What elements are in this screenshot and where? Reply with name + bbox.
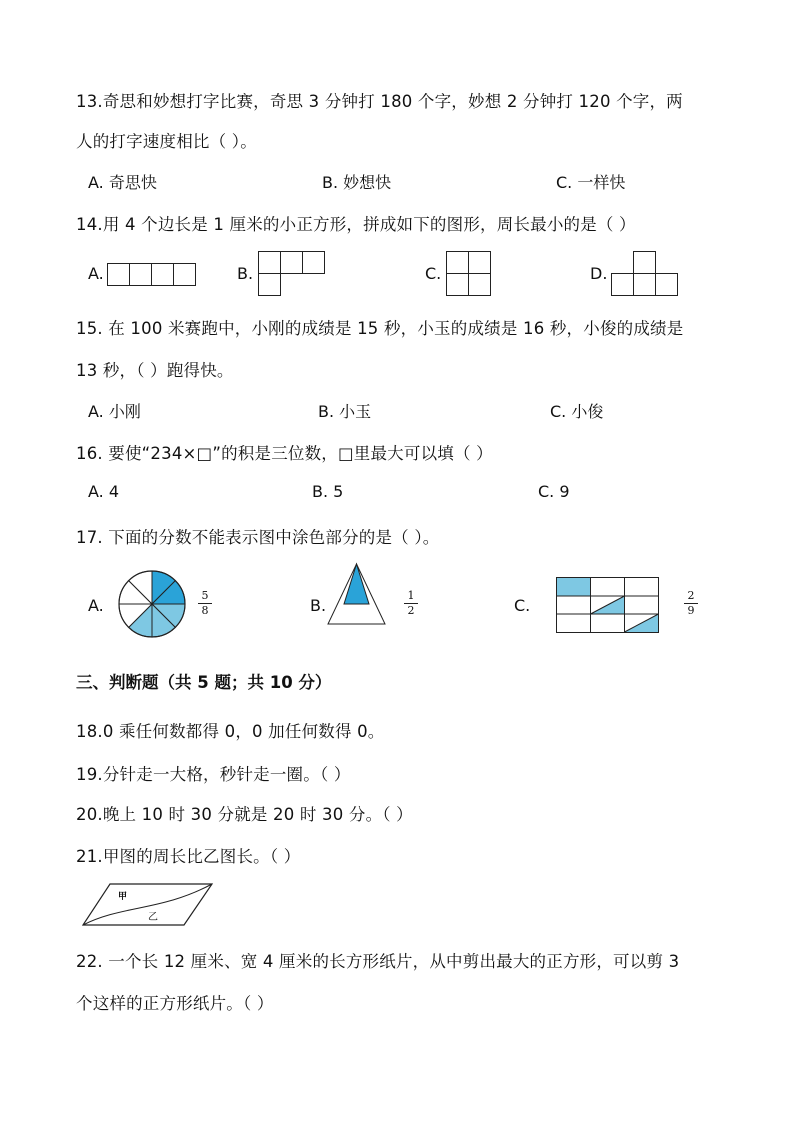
q22-line1: 22. 一个长 12 厘米、宽 4 厘米的长方形纸片，从中剪出最大的正方形，可以剪 3	[76, 952, 680, 971]
q17-fraction-a	[198, 590, 212, 617]
q14-label-c[interactable]: C.	[425, 264, 442, 283]
q13-option-c[interactable]: C. 一样快	[556, 173, 626, 192]
q17-fraction-c	[684, 590, 698, 617]
q14-figure-d	[611, 251, 681, 297]
triangle-shaded-top	[344, 564, 369, 604]
q15-option-a[interactable]: A. 小刚	[88, 402, 141, 421]
q14-figure-c	[446, 251, 492, 297]
q17-fraction-b-den: 2	[407, 604, 415, 617]
q17-label-b[interactable]: B.	[310, 596, 327, 615]
q16-text: 16. 要使“234×□”的积是三位数，□里最大可以填（ ）	[76, 444, 493, 463]
q17-figure-c-grid	[556, 577, 660, 635]
q17-figure-a-circle	[118, 570, 188, 640]
q17-figure-b-triangle	[328, 562, 388, 626]
q17-fraction-b	[404, 590, 418, 617]
q17-fraction-a-den: 8	[201, 604, 209, 617]
q14-figure-a	[107, 263, 197, 287]
q16-option-b[interactable]: B. 5	[312, 482, 344, 501]
q21-text: 21.甲图的周长比乙图长。（ ）	[76, 847, 301, 866]
q21-label-jia: 甲	[118, 892, 128, 902]
q21-label-yi: 乙	[148, 912, 158, 923]
q14-label-d[interactable]: D.	[590, 264, 608, 283]
q17-label-c[interactable]: C.	[514, 596, 531, 615]
q22-line2: 个这样的正方形纸片。（ ）	[76, 994, 274, 1013]
q14-label-a[interactable]: A.	[88, 264, 104, 283]
q15-option-c[interactable]: C. 小俊	[550, 402, 604, 421]
q16-option-c[interactable]: C. 9	[538, 482, 570, 501]
q13-option-a[interactable]: A. 奇思快	[88, 173, 157, 192]
q14-text: 14.用 4 个边长是 1 厘米的小正方形，拼成如下的图形，周长最小的是（ ）	[76, 215, 636, 234]
q17-fraction-a-num: 5	[201, 589, 209, 602]
q17-text: 17. 下面的分数不能表示图中涂色部分的是（ ）。	[76, 528, 440, 547]
q19-text: 19.分针走一大格，秒针走一圈。（ ）	[76, 765, 351, 784]
q17-fraction-b-num: 1	[407, 589, 415, 602]
q13-line2: 人的打字速度相比（ ）。	[76, 132, 257, 151]
q17-fraction-c-den: 9	[687, 604, 695, 617]
q17-fraction-c-num: 2	[687, 589, 695, 602]
q13-option-b[interactable]: B. 妙想快	[322, 173, 392, 192]
q16-option-a[interactable]: A. 4	[88, 482, 120, 501]
q15-line2: 13 秒，（ ）跑得快。	[76, 361, 234, 380]
q15-option-b[interactable]: B. 小玉	[318, 402, 372, 421]
q20-text: 20.晚上 10 时 30 分就是 20 时 30 分。（ ）	[76, 805, 413, 824]
q14-label-b[interactable]: B.	[237, 264, 254, 283]
q14-figure-b	[258, 251, 328, 297]
q15-line1: 15. 在 100 米赛跑中，小刚的成绩是 15 秒，小玉的成绩是 16 秒，小俊的成绩是	[76, 319, 684, 338]
section-3-title: 三、判断题（共 5 题；共 10 分）	[76, 673, 332, 692]
q18-text: 18.0 乘任何数都得 0，0 加任何数得 0。	[76, 722, 385, 741]
q17-label-a[interactable]: A.	[88, 596, 104, 615]
q13-line1: 13.奇思和妙想打字比赛，奇思 3 分钟打 180 个字，妙想 2 分钟打 120 个字，两	[76, 92, 683, 111]
